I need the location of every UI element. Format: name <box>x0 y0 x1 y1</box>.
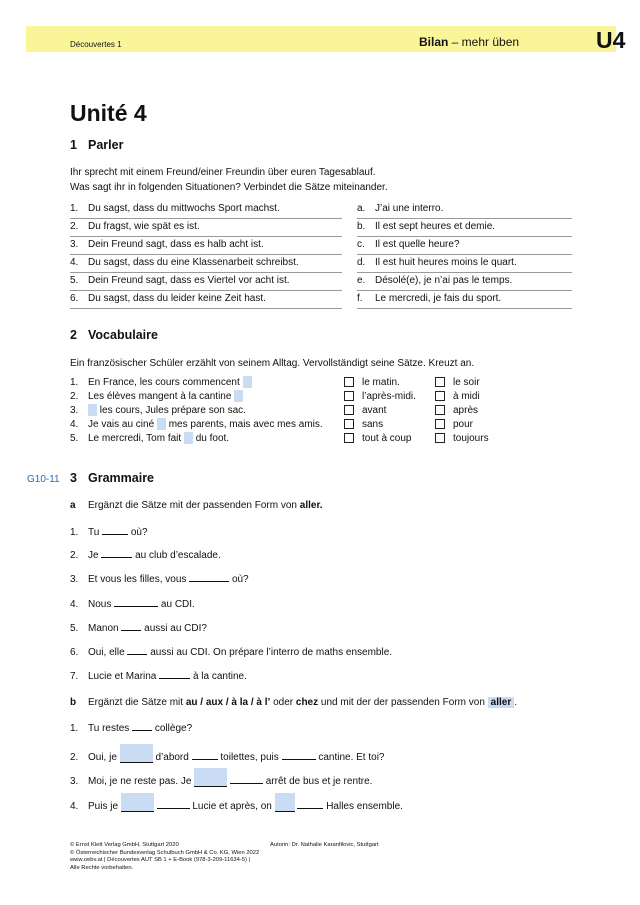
option-checkbox[interactable]: le matin. <box>344 376 416 390</box>
option-checkbox[interactable]: sans <box>344 418 416 432</box>
match-right-item: e. Désolé(e), je n’ai pas le temps. <box>357 273 572 291</box>
match-left-item: 2. Du fragst, wie spät es ist. <box>70 219 342 237</box>
header-bar <box>26 26 626 53</box>
answer-blank[interactable] <box>230 773 263 784</box>
answer-blank[interactable] <box>184 432 193 444</box>
checkbox[interactable] <box>435 391 445 401</box>
checkbox[interactable] <box>435 433 445 443</box>
option-checkbox[interactable]: tout à coup <box>344 432 416 446</box>
answer-blank[interactable] <box>282 749 316 760</box>
checkbox[interactable] <box>344 377 354 387</box>
task-a-item: 4. Nous au CDI. <box>70 596 195 610</box>
checkbox[interactable] <box>435 405 445 415</box>
answer-blank[interactable] <box>121 620 141 631</box>
answer-blank[interactable] <box>275 793 295 812</box>
vocab-sentences <box>70 376 323 446</box>
vocab-options-col-1 <box>344 376 416 446</box>
match-right-item: c. Il est quelle heure? <box>357 237 572 255</box>
answer-blank[interactable] <box>194 768 227 787</box>
section-3-heading: 3 Grammaire <box>70 471 155 485</box>
answer-blank[interactable] <box>120 744 153 763</box>
task-b-instruction: b Ergänzt die Sätze mit au / aux / à la / à l’ oder chez und mit der der passenden Form von aller . <box>70 697 518 708</box>
match-right-item: b. Il est sept heures et demie. <box>357 219 572 237</box>
answer-blank[interactable] <box>88 404 97 416</box>
option-checkbox[interactable]: le soir <box>435 376 489 390</box>
option-checkbox[interactable]: l’après-midi. <box>344 390 416 404</box>
answer-blank[interactable] <box>157 798 190 809</box>
match-left-item: 4. Du sagst, dass du eine Klassenarbeit schreibst. <box>70 255 342 273</box>
option-checkbox[interactable]: toujours <box>435 432 489 446</box>
match-left-item: 5. Dein Freund sagt, dass es Viertel vor acht ist. <box>70 273 342 291</box>
match-right-item: f. Le mercredi, je fais du sport. <box>357 291 572 309</box>
match-left-item: 1. Du sagst, dass du mittwochs Sport machst. <box>70 201 342 219</box>
answer-blank[interactable] <box>159 668 190 679</box>
copyright-footer: © Ernst Klett Verlag GmbH, Stuttgart 2020 © Österreichischer Bundesverlag Schulbuch GmbH & Co. KG, Wien 2022 www.oebv.at | Découvertes AUT SB 1 + E-Book (978-3-209-11634-5) | Alle Rechte vorbehalten. <box>70 842 260 871</box>
book-title: Découvertes 1 <box>70 40 122 49</box>
answer-blank[interactable] <box>192 749 218 760</box>
section-1-heading: 1 Parler <box>70 138 124 152</box>
option-checkbox[interactable]: à midi <box>435 390 489 404</box>
answer-blank[interactable] <box>297 798 323 809</box>
option-checkbox[interactable]: avant <box>344 404 416 418</box>
author-credit: Autorin: Dr. Nathalie Karanfilovic, Stuttgart <box>270 842 379 848</box>
page-title: Unité 4 <box>70 100 147 126</box>
vocab-sentence: 2. Les élèves mangent à la cantine <box>70 390 323 404</box>
vocab-sentence: 1. En France, les cours commencent <box>70 376 323 390</box>
task-a-item: 2. Je au club d’escalade. <box>70 547 221 561</box>
section-label: Bilan – mehr üben <box>419 35 520 49</box>
task-b-item: 1. Tu restes collège? <box>70 720 192 734</box>
answer-blank[interactable] <box>127 644 147 655</box>
grammar-reference: G10-11 <box>27 474 60 485</box>
answer-blank[interactable] <box>234 390 243 402</box>
match-right-list <box>357 201 572 309</box>
task-a-item: 1. Tu où? <box>70 524 148 538</box>
match-left-item: 6. Du sagst, dass du leider keine Zeit hast. <box>70 291 342 309</box>
option-checkbox[interactable]: pour <box>435 418 489 432</box>
checkbox[interactable] <box>435 377 445 387</box>
task-a-item: 6. Oui, elle aussi au CDI. On prépare l’interro de maths ensemble. <box>70 644 392 658</box>
checkbox[interactable] <box>344 391 354 401</box>
answer-blank[interactable] <box>114 596 158 607</box>
task-b-item: 2. Oui, je d’abord toilettes, puis cantine. Et toi? <box>70 744 384 763</box>
match-right-item: a. J’ai une interro. <box>357 201 572 219</box>
vocab-sentence: 5. Le mercredi, Tom fait du foot. <box>70 433 230 444</box>
answer-blank[interactable] <box>157 418 166 430</box>
task-a-instruction: a Ergänzt die Sätze mit der passenden Form von aller. <box>70 500 323 511</box>
section-2-intro: Ein französischer Schüler erzählt von seinem Alltag. Vervollständigt seine Sätze. Kreuzt an. <box>70 358 475 369</box>
answer-blank[interactable] <box>189 571 229 582</box>
task-a-item: 3. Et vous les filles, vous où? <box>70 571 249 585</box>
unit-badge: U4 <box>596 27 626 53</box>
section-2-heading: 2 Vocabulaire <box>70 328 158 342</box>
answer-blank[interactable] <box>121 793 154 812</box>
checkbox[interactable] <box>344 433 354 443</box>
answer-blank[interactable] <box>243 376 252 388</box>
checkbox[interactable] <box>435 419 445 429</box>
answer-blank[interactable] <box>101 547 132 558</box>
checkbox[interactable] <box>344 405 354 415</box>
match-right-item: d. Il est huit heures moins le quart. <box>357 255 572 273</box>
vocab-sentence: 4. Je vais au ciné mes parents, mais avec mes amis. <box>70 419 323 430</box>
task-b-item: 4. Puis je Lucie et après, on Halles ensemble. <box>70 793 403 812</box>
task-b-item: 3. Moi, je ne reste pas. Je arrêt de bus et je rentre. <box>70 768 372 787</box>
answer-blank[interactable] <box>132 720 152 731</box>
match-left-list <box>70 201 342 309</box>
task-a-item: 7. Lucie et Marina à la cantine. <box>70 668 247 682</box>
task-a-item: 5. Manon aussi au CDI? <box>70 620 207 634</box>
option-checkbox[interactable]: après <box>435 404 489 418</box>
match-left-item: 3. Dein Freund sagt, dass es halb acht ist. <box>70 237 342 255</box>
answer-blank[interactable] <box>102 524 128 535</box>
vocab-options-col-2 <box>435 376 489 446</box>
checkbox[interactable] <box>344 419 354 429</box>
vocab-sentence: 3. les cours, Jules prépare son sac. <box>70 405 246 416</box>
section-1-intro: Ihr sprecht mit einem Freund/einer Freundin über euren Tagesablauf. Was sagt ihr in folgenden Situationen? Verbindet die Sätze miteinander. <box>70 167 388 193</box>
